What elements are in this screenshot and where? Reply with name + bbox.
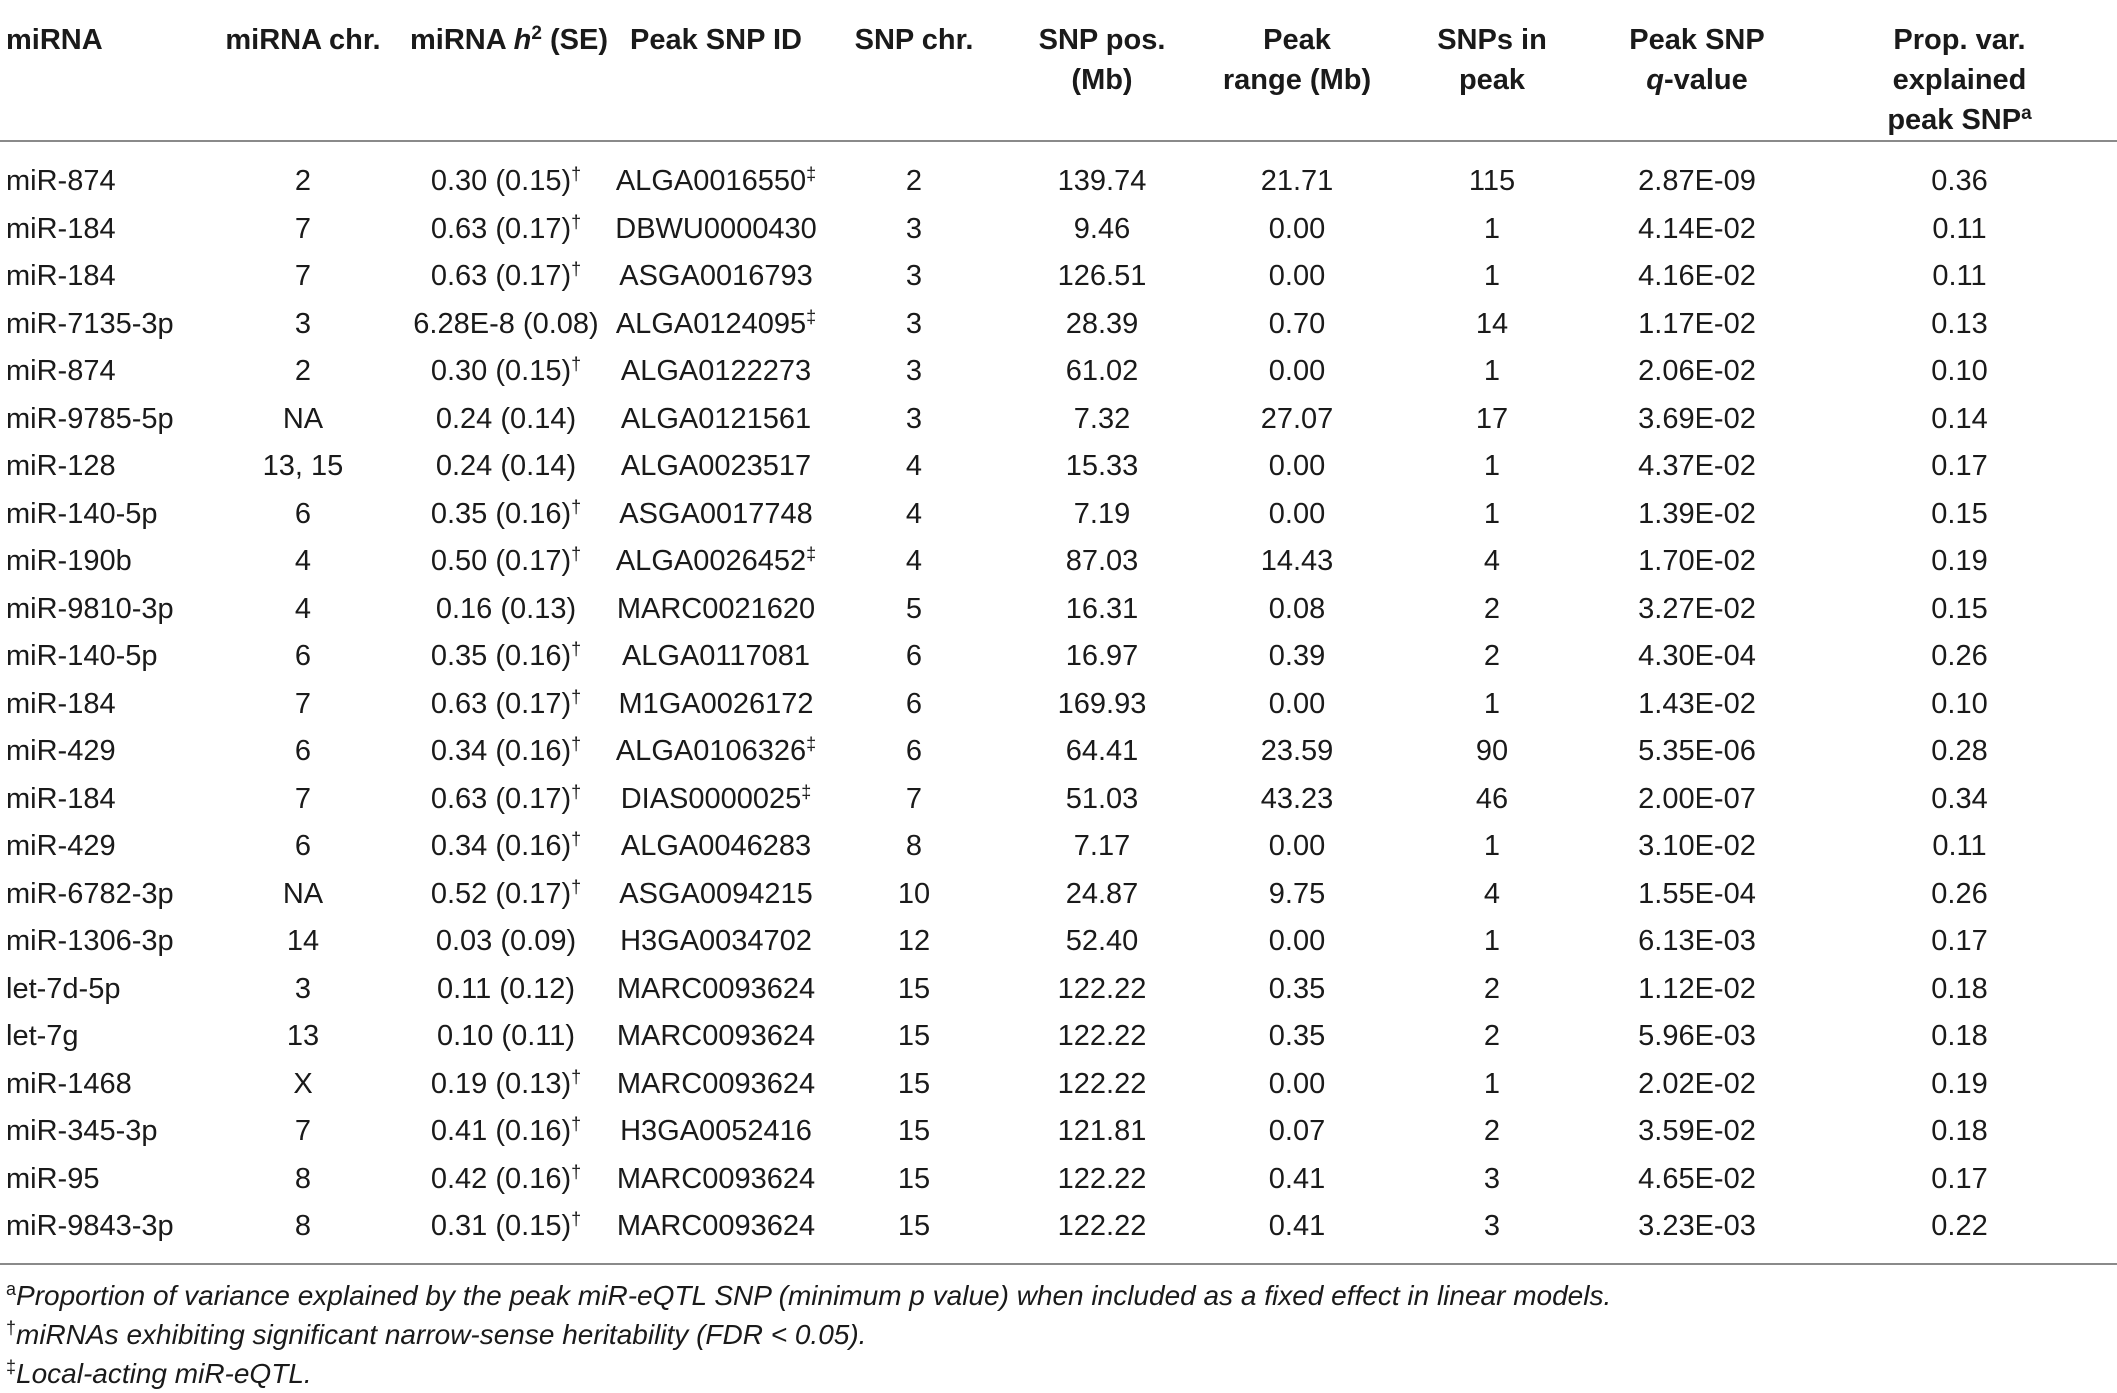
cell-mirna: miR-429	[6, 830, 116, 863]
cell-mirna-chr: 7	[294, 687, 312, 720]
cell-snps-in-peak: 4	[1483, 877, 1501, 910]
cell-mirna-chr: 2	[294, 355, 312, 388]
cell-peak-snp-id: MARC0093624	[616, 1020, 816, 1053]
cell-peak-snp-qvalue: 2.02E-02	[1638, 1067, 1756, 1100]
cell-peak-range: 0.00	[1268, 497, 1326, 530]
cell-mirna-chr: 13, 15	[262, 450, 344, 483]
footnote-mark: ‡	[806, 544, 817, 565]
footnote-dagger: †miRNAs exhibiting significant narrow-sense heritability (FDR < 0.05).	[6, 1318, 867, 1350]
cell-mirna: miR-874	[6, 165, 116, 198]
cell-snp-pos: 126.51	[1057, 260, 1147, 293]
cell-prop-var-explained: 0.18	[1931, 972, 1988, 1005]
cell-snp-pos: 24.87	[1065, 877, 1139, 910]
cell-snps-in-peak: 1	[1483, 925, 1501, 958]
cell-snp-chr: 15	[897, 1067, 931, 1100]
cell-peak-range: 0.41	[1268, 1162, 1326, 1195]
cell-snp-chr: 4	[905, 497, 923, 530]
cell-peak-snp-qvalue: 4.30E-04	[1638, 640, 1756, 673]
footnote-a: $^a$Proportion of variance explained by the peak miR-eQTL SNP (minimum p value) when included as a fixed effect in linear models.	[6, 1279, 1612, 1311]
cell-peak-range: 0.00	[1268, 212, 1326, 245]
cell-snp-pos: 9.46	[1073, 212, 1131, 245]
cell-peak-snp-qvalue: 2.87E-09	[1638, 165, 1756, 198]
cell-mirna-chr: X	[293, 1067, 313, 1100]
cell-snps-in-peak: 1	[1483, 212, 1501, 245]
cell-snps-in-peak: 115	[1468, 165, 1516, 198]
cell-snps-in-peak: 1	[1483, 450, 1501, 483]
cell-mirna-h2: 0.24 (0.14)	[435, 402, 577, 435]
cell-snp-chr: 6	[905, 687, 923, 720]
cell-mirna: miR-140-5p	[6, 640, 158, 673]
table-footnotes	[6, 1276, 1611, 1393]
table-row	[0, 1203, 2117, 1264]
cell-peak-snp-qvalue: 6.13E-03	[1638, 925, 1756, 958]
table-row	[0, 918, 2117, 966]
footnote-mark: †	[571, 1161, 582, 1182]
cell-mirna-h2: 0.63 (0.17)†	[430, 211, 582, 245]
cell-peak-snp-qvalue: 1.39E-02	[1638, 497, 1756, 530]
cell-peak-snp-qvalue: 1.70E-02	[1638, 545, 1756, 578]
cell-mirna: miR-9843-3p	[0, 1203, 200, 1264]
cell-snp-chr: 4	[905, 450, 923, 483]
cell-peak-snp-id: MARC0093624	[606, 1203, 826, 1264]
cell-peak-range: 0.00	[1268, 1067, 1326, 1100]
cell-snp-chr: 15	[897, 1162, 931, 1195]
cell-mirna: miR-184	[6, 687, 116, 720]
cell-prop-var-explained: 0.18	[1931, 1115, 1988, 1148]
cell-peak-snp-id: ALGA0117081	[621, 640, 811, 673]
cell-mirna: miR-184	[6, 212, 116, 245]
cell-mirna-h2: 0.03 (0.09)	[435, 925, 577, 958]
table-row	[0, 443, 2117, 491]
cell-mirna-chr: 7	[294, 260, 312, 293]
table-row	[0, 586, 2117, 634]
cell-prop-var-explained: 0.11	[1932, 212, 1987, 245]
cell-peak-snp-id: ALGA0106326‡	[615, 734, 817, 768]
cell-mirna: miR-874	[6, 355, 116, 388]
cell-mirna-chr: 6	[294, 735, 312, 768]
cell-snps-in-peak: 1	[1483, 1067, 1501, 1100]
cell-peak-snp-id: DIAS0000025‡	[620, 781, 812, 815]
cell-snps-in-peak: 4	[1483, 545, 1501, 578]
footnote-mark: ‡	[806, 164, 817, 185]
cell-mirna: miR-1306-3p	[6, 925, 174, 958]
table-row	[0, 728, 2117, 776]
cell-peak-snp-id: ASGA0016793	[619, 260, 813, 293]
header-mirna-chr: miRNA chr.	[200, 0, 406, 141]
cell-mirna-h2: 0.34 (0.16)†	[430, 734, 582, 768]
cell-snps-in-peak: 2	[1483, 1115, 1501, 1148]
cell-prop-var-explained: 0.26	[1931, 877, 1988, 910]
cell-prop-var-explained: 0.34	[1931, 782, 1988, 815]
cell-peak-snp-id: ALGA0124095‡	[615, 306, 817, 340]
cell-peak-snp-id: H3GA0034702	[620, 925, 812, 958]
cell-peak-range: 23.59	[1260, 735, 1334, 768]
cell-peak-range: 21.71	[1260, 165, 1334, 198]
footnote-double-dagger: ‡Local-acting miR-eQTL.	[6, 1357, 312, 1389]
cell-mirna-h2: 0.52 (0.17)†	[430, 876, 582, 910]
cell-prop-var-explained: 0.19	[1931, 1067, 1988, 1100]
cell-snp-pos: 51.03	[1065, 782, 1139, 815]
footnote-mark: †	[571, 639, 582, 660]
cell-snps-in-peak: 90	[1475, 735, 1509, 768]
cell-mirna-h2: 0.19 (0.13)†	[430, 1066, 582, 1100]
cell-peak-range: 0.35	[1268, 972, 1326, 1005]
footnote-mark: †	[571, 259, 582, 280]
cell-prop-var-explained: 0.17	[1931, 925, 1988, 958]
cell-snp-pos: 87.03	[1065, 545, 1139, 578]
cell-prop-var-explained: 0.14	[1931, 402, 1988, 435]
table-header	[0, 0, 2117, 141]
cell-mirna-chr: 6	[294, 640, 312, 673]
footnote-mark: †	[571, 496, 582, 517]
table-row	[0, 1061, 2117, 1109]
footnote-mark: †	[571, 354, 582, 375]
cell-snp-pos: 7.17	[1073, 830, 1131, 863]
table-row	[0, 871, 2117, 919]
cell-snp-chr: 5	[905, 592, 923, 625]
cell-peak-snp-qvalue: 5.35E-06	[1638, 735, 1756, 768]
cell-peak-range: 0.00	[1268, 925, 1326, 958]
cell-snp-chr: 3	[905, 307, 923, 340]
cell-prop-var-explained: 0.28	[1931, 735, 1988, 768]
cell-snp-chr: 3	[905, 260, 923, 293]
footnote-mark: †	[571, 211, 582, 232]
cell-mirna-h2: 0.10 (0.11)	[436, 1020, 576, 1053]
cell-mirna: miR-9810-3p	[6, 592, 174, 625]
cell-peak-snp-qvalue: 3.69E-02	[1638, 402, 1756, 435]
table-row	[0, 253, 2117, 301]
footnote-mark: †	[571, 544, 582, 565]
cell-peak-snp-qvalue: 4.37E-02	[1638, 450, 1756, 483]
cell-peak-snp-qvalue: 3.27E-02	[1638, 592, 1756, 625]
cell-prop-var-explained: 0.36	[1931, 165, 1988, 198]
cell-peak-snp-qvalue: 1.55E-04	[1638, 877, 1756, 910]
cell-snp-chr: 6	[905, 640, 923, 673]
cell-snp-pos: 52.40	[1065, 925, 1139, 958]
cell-peak-range: 27.07	[1260, 402, 1334, 435]
cell-mirna: miR-140-5p	[6, 497, 158, 530]
header-snp-chr: SNP chr.	[826, 0, 1002, 141]
cell-snps-in-peak: 3	[1483, 1162, 1501, 1195]
table-row	[0, 823, 2117, 871]
table-row	[0, 776, 2117, 824]
cell-peak-snp-id: ALGA0016550‡	[615, 164, 817, 198]
cell-prop-var-explained: 0.22	[1802, 1203, 2117, 1264]
cell-mirna: miR-345-3p	[6, 1115, 158, 1148]
cell-snp-pos: 64.41	[1065, 735, 1139, 768]
cell-mirna-h2: 0.30 (0.15)†	[430, 164, 582, 198]
cell-mirna-chr: 3	[294, 972, 312, 1005]
cell-peak-snp-qvalue: 4.16E-02	[1638, 260, 1756, 293]
cell-snps-in-peak: 14	[1475, 307, 1509, 340]
cell-mirna-h2: 0.41 (0.16)†	[430, 1114, 582, 1148]
cell-peak-range: 43.23	[1260, 782, 1334, 815]
header-mirna-h2: miRNA $h^2$ (SE)	[406, 0, 606, 141]
footnote-mark: †	[571, 1114, 582, 1135]
cell-mirna-h2: 0.50 (0.17)†	[430, 544, 582, 578]
cell-prop-var-explained: 0.11	[1932, 830, 1987, 863]
cell-prop-var-explained: 0.15	[1931, 592, 1988, 625]
cell-peak-range: 0.00	[1268, 355, 1326, 388]
cell-peak-snp-qvalue: 1.43E-02	[1638, 687, 1756, 720]
cell-peak-snp-qvalue: 4.14E-02	[1638, 212, 1756, 245]
table-row	[0, 491, 2117, 539]
cell-snp-chr: 3	[905, 402, 923, 435]
cell-prop-var-explained: 0.10	[1931, 355, 1988, 388]
cell-snp-chr: 12	[897, 925, 931, 958]
cell-peak-snp-id: H3GA0052416	[620, 1115, 812, 1148]
cell-peak-snp-id: ALGA0046283	[620, 830, 812, 863]
cell-mirna: miR-7135-3p	[6, 307, 174, 340]
cell-mirna: miR-95	[6, 1162, 100, 1195]
cell-mirna-chr: 7	[294, 1115, 312, 1148]
cell-snp-pos: 16.97	[1065, 640, 1139, 673]
cell-peak-snp-qvalue: 5.96E-03	[1638, 1020, 1756, 1053]
cell-mirna-chr: 14	[286, 925, 320, 958]
table-row	[0, 1108, 2117, 1156]
cell-snps-in-peak: 2	[1483, 640, 1501, 673]
table-body	[0, 141, 2117, 1264]
cell-snp-pos: 122.22	[1057, 1162, 1147, 1195]
footnote-mark: †	[571, 876, 582, 897]
cell-mirna-h2: 0.42 (0.16)†	[430, 1161, 582, 1195]
cell-mirna-chr: 7	[294, 212, 312, 245]
footnote-mark: †	[571, 781, 582, 802]
cell-snp-pos: 121.81	[1057, 1115, 1147, 1148]
cell-prop-var-explained: 0.18	[1931, 1020, 1988, 1053]
header-peak-snp-qvalue: Peak SNP q-value	[1592, 0, 1802, 141]
cell-mirna-chr: 8	[294, 1162, 312, 1195]
cell-peak-range: 0.00	[1268, 450, 1326, 483]
cell-mirna-h2: 0.35 (0.16)†	[430, 639, 582, 673]
table-row	[0, 538, 2117, 586]
cell-snp-pos: 122.22	[1057, 972, 1147, 1005]
footnote-mark: †	[571, 164, 582, 185]
cell-peak-range: 0.00	[1268, 687, 1326, 720]
cell-mirna: miR-1468	[6, 1067, 132, 1100]
cell-mirna: miR-184	[6, 782, 116, 815]
cell-peak-snp-qvalue: 2.06E-02	[1638, 355, 1756, 388]
cell-snps-in-peak: 1	[1483, 497, 1501, 530]
cell-peak-snp-id: ALGA0023517	[620, 450, 812, 483]
cell-mirna-chr: 4	[294, 545, 312, 578]
cell-peak-range: 14.43	[1260, 545, 1334, 578]
cell-mirna-h2: 0.63 (0.17)†	[430, 686, 582, 720]
table-row	[0, 966, 2117, 1014]
cell-peak-range: 0.35	[1268, 1020, 1326, 1053]
cell-peak-range: 0.39	[1268, 640, 1326, 673]
header-mirna: miRNA	[0, 0, 200, 141]
cell-snp-pos: 15.33	[1065, 450, 1139, 483]
footnote-mark: ‡	[806, 306, 817, 327]
cell-peak-range: 9.75	[1268, 877, 1326, 910]
cell-snps-in-peak: 46	[1475, 782, 1509, 815]
footnote-mark: †	[571, 829, 582, 850]
cell-snps-in-peak: 17	[1475, 402, 1509, 435]
table-row	[0, 633, 2117, 681]
cell-mirna: miR-184	[6, 260, 116, 293]
cell-snp-chr: 7	[905, 782, 923, 815]
cell-snp-chr: 3	[905, 355, 923, 388]
cell-mirna: let-7d-5p	[6, 972, 121, 1005]
cell-peak-snp-id: MARC0093624	[616, 1067, 816, 1100]
cell-mirna-h2: 0.63 (0.17)†	[430, 259, 582, 293]
cell-snp-pos: 139.74	[1057, 165, 1147, 198]
cell-mirna: miR-6782-3p	[6, 877, 174, 910]
footnote-mark: ‡	[801, 781, 812, 802]
header-snp-pos: SNP pos. (Mb)	[1002, 0, 1202, 141]
table-row	[0, 141, 2117, 206]
cell-prop-var-explained: 0.10	[1931, 687, 1988, 720]
cell-snp-pos: 7.32	[1073, 402, 1131, 435]
cell-peak-snp-qvalue: 3.59E-02	[1638, 1115, 1756, 1148]
cell-snp-pos: 122.22	[1002, 1203, 1202, 1264]
cell-peak-snp-qvalue: 1.12E-02	[1638, 972, 1756, 1005]
cell-peak-snp-id: ALGA0121561	[620, 402, 812, 435]
cell-prop-var-explained: 0.13	[1931, 307, 1988, 340]
cell-mirna: miR-128	[6, 450, 116, 483]
cell-mirna: miR-190b	[6, 545, 132, 578]
cell-mirna-chr: 8	[200, 1203, 406, 1264]
cell-peak-snp-id: MARC0093624	[616, 1162, 816, 1195]
cell-peak-snp-id: ALGA0122273	[620, 355, 812, 388]
cell-peak-range: 0.00	[1268, 260, 1326, 293]
cell-prop-var-explained: 0.17	[1931, 1162, 1988, 1195]
cell-peak-range: 0.00	[1268, 830, 1326, 863]
table-row	[0, 206, 2117, 254]
cell-snp-chr: 15	[826, 1203, 1002, 1264]
cell-snp-pos: 169.93	[1057, 687, 1147, 720]
cell-prop-var-explained: 0.26	[1931, 640, 1988, 673]
cell-mirna-chr: 2	[294, 165, 312, 198]
header-prop-var-explained: Prop. var. explained peak SNP$^a$	[1802, 0, 2117, 141]
cell-mirna-chr: 13	[286, 1020, 320, 1053]
cell-peak-snp-id: ASGA0017748	[619, 497, 813, 530]
cell-peak-snp-id: ASGA0094215	[619, 877, 813, 910]
cell-mirna-h2: 6.28E-8 (0.08)	[413, 307, 599, 340]
cell-snp-chr: 6	[905, 735, 923, 768]
footnote-mark: †	[571, 1066, 582, 1087]
cell-prop-var-explained: 0.11	[1932, 260, 1987, 293]
footnote-mark: †	[571, 1209, 582, 1230]
cell-peak-snp-id: MARC0021620	[616, 592, 816, 625]
cell-mirna-h2: 0.31 (0.15)†	[406, 1203, 606, 1264]
cell-peak-snp-qvalue: 4.65E-02	[1638, 1162, 1756, 1195]
cell-mirna: miR-429	[6, 735, 116, 768]
cell-peak-range: 0.08	[1268, 592, 1326, 625]
cell-mirna-chr: NA	[282, 877, 324, 910]
cell-snp-chr: 15	[897, 1020, 931, 1053]
cell-snp-chr: 8	[905, 830, 923, 863]
table-row	[0, 1013, 2117, 1061]
table-row	[0, 348, 2117, 396]
cell-peak-range: 0.70	[1268, 307, 1326, 340]
footnote-mark: ‡	[806, 734, 817, 755]
cell-prop-var-explained: 0.15	[1931, 497, 1988, 530]
cell-peak-snp-qvalue: 3.10E-02	[1638, 830, 1756, 863]
cell-snps-in-peak: 1	[1483, 830, 1501, 863]
table-row	[0, 681, 2117, 729]
cell-snp-pos: 61.02	[1065, 355, 1139, 388]
cell-snp-pos: 122.22	[1057, 1020, 1147, 1053]
cell-snps-in-peak: 1	[1483, 260, 1501, 293]
cell-snp-chr: 3	[905, 212, 923, 245]
cell-snp-chr: 15	[897, 972, 931, 1005]
cell-snp-chr: 4	[905, 545, 923, 578]
cell-mirna-h2: 0.63 (0.17)†	[430, 781, 582, 815]
cell-mirna: let-7g	[6, 1020, 79, 1053]
footnote-mark: †	[571, 734, 582, 755]
table-row	[0, 301, 2117, 349]
cell-peak-snp-id: MARC0093624	[616, 972, 816, 1005]
footnote-mark: †	[571, 686, 582, 707]
cell-snps-in-peak: 3	[1392, 1203, 1592, 1264]
header-row	[0, 0, 2117, 141]
cell-peak-range: 0.41	[1202, 1203, 1392, 1264]
cell-mirna-h2: 0.16 (0.13)	[435, 592, 577, 625]
cell-mirna-h2: 0.30 (0.15)†	[430, 354, 582, 388]
cell-peak-snp-qvalue: 2.00E-07	[1638, 782, 1756, 815]
cell-snps-in-peak: 2	[1483, 1020, 1501, 1053]
cell-snp-pos: 28.39	[1065, 307, 1139, 340]
cell-snp-chr: 15	[897, 1115, 931, 1148]
cell-mirna: miR-9785-5p	[6, 402, 174, 435]
header-snps-in-peak: SNPs in peak	[1392, 0, 1592, 141]
cell-peak-snp-qvalue: 3.23E-03	[1592, 1203, 1802, 1264]
cell-mirna-h2: 0.35 (0.16)†	[430, 496, 582, 530]
cell-mirna-h2: 0.11 (0.12)	[436, 972, 576, 1005]
cell-snp-chr: 10	[897, 877, 931, 910]
cell-snps-in-peak: 1	[1483, 687, 1501, 720]
header-peak-snp-id: Peak SNP ID	[606, 0, 826, 141]
cell-peak-range: 0.07	[1268, 1115, 1326, 1148]
cell-prop-var-explained: 0.17	[1931, 450, 1988, 483]
cell-prop-var-explained: 0.19	[1931, 545, 1988, 578]
cell-mirna-h2: 0.24 (0.14)	[435, 450, 577, 483]
cell-snp-pos: 122.22	[1057, 1067, 1147, 1100]
cell-snp-chr: 2	[905, 165, 923, 198]
cell-snps-in-peak: 1	[1483, 355, 1501, 388]
cell-peak-snp-id: DBWU0000430	[615, 212, 817, 245]
cell-peak-snp-id: M1GA0026172	[618, 687, 814, 720]
cell-snp-pos: 16.31	[1065, 592, 1139, 625]
cell-mirna-chr: 6	[294, 497, 312, 530]
cell-snps-in-peak: 2	[1483, 592, 1501, 625]
cell-mirna-chr: NA	[282, 402, 324, 435]
cell-snp-pos: 7.19	[1073, 497, 1131, 530]
header-peak-range: Peak range (Mb)	[1202, 0, 1392, 141]
cell-mirna-chr: 6	[294, 830, 312, 863]
cell-mirna-chr: 3	[294, 307, 312, 340]
cell-snps-in-peak: 2	[1483, 972, 1501, 1005]
table-row	[0, 1156, 2117, 1204]
table-row	[0, 396, 2117, 444]
cell-mirna-chr: 7	[294, 782, 312, 815]
cell-peak-snp-qvalue: 1.17E-02	[1638, 307, 1756, 340]
cell-peak-snp-id: ALGA0026452‡	[615, 544, 817, 578]
cell-mirna-h2: 0.34 (0.16)†	[430, 829, 582, 863]
cell-mirna-chr: 4	[294, 592, 312, 625]
